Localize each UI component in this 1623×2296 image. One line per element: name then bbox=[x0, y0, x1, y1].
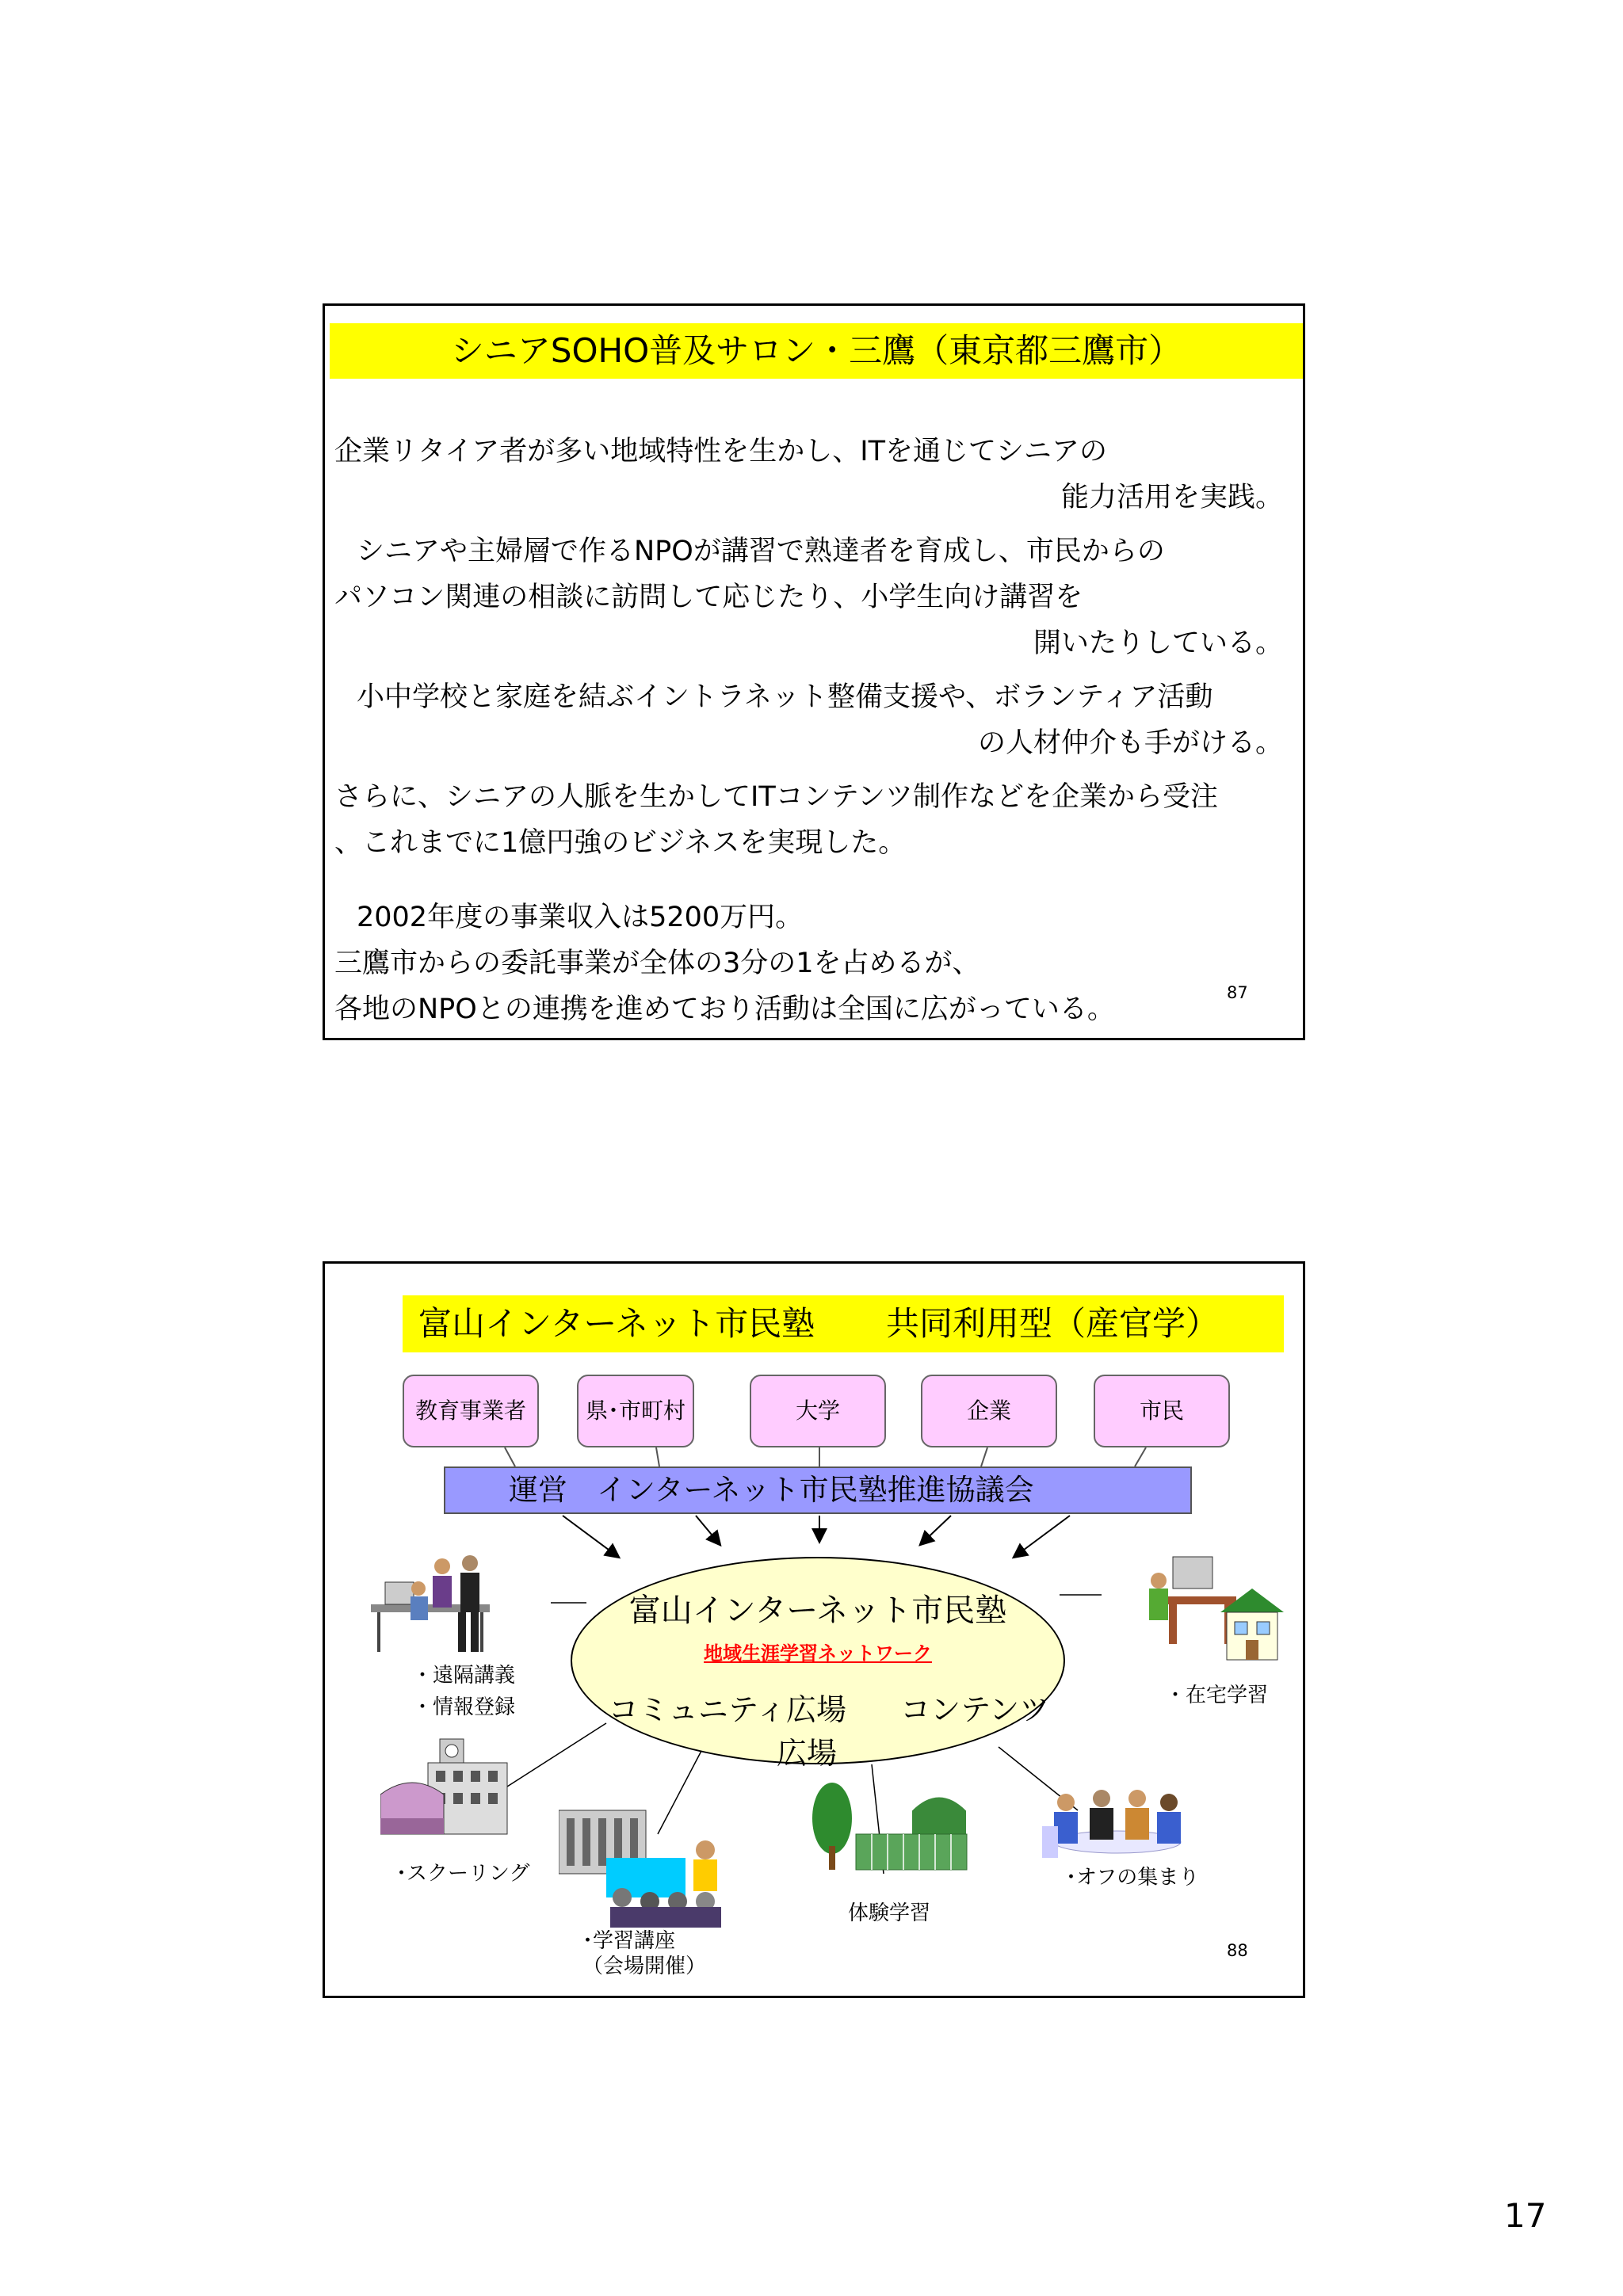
center-title: 富山インターネット市民塾 bbox=[628, 1592, 1007, 1629]
body-line: 能力活用を実践。 bbox=[1060, 482, 1283, 513]
org-box-university: 大学 bbox=[750, 1375, 886, 1447]
body-line: 、これまでに1億円強のビジネスを実現した。 bbox=[334, 827, 907, 859]
community-plaza: コミュニティ広場 bbox=[608, 1692, 846, 1727]
slide-88 bbox=[323, 1261, 1305, 1998]
slide-87 bbox=[323, 303, 1305, 1040]
home-study-icon bbox=[1141, 1549, 1292, 1676]
schooling-label: ･スクーリング bbox=[396, 1862, 530, 1886]
org-box-government: 県･市町村 bbox=[577, 1375, 694, 1447]
body-line: さらに、シニアの人脈を生かしてITコンテンツ制作などを企業から受注 bbox=[334, 781, 1218, 813]
body-line: シニアや主婦層で作るNPOが講習で熟達者を育成し、市民からの bbox=[357, 536, 1165, 567]
course-venue-label: （会場開催） bbox=[582, 1955, 707, 1978]
experience-label: 体験学習 bbox=[848, 1901, 931, 1925]
slide-number: 87 bbox=[1227, 983, 1248, 1002]
body-line: の人材仲介も手がける。 bbox=[977, 727, 1283, 759]
body-line: 小中学校と家庭を結ぶイントラネット整備支援や、ボランティア活動 bbox=[357, 681, 1213, 713]
lecture-venue-icon bbox=[559, 1802, 733, 1929]
content-plaza: コンテンツ広場 bbox=[776, 1692, 1050, 1771]
offline-gathering-label: ･オフの集まり bbox=[1066, 1866, 1200, 1890]
body-line: 企業リタイア者が多い地域特性を生かし、ITを通じてシニアの bbox=[334, 436, 1107, 467]
center-plazas bbox=[572, 1685, 1064, 1772]
title-left: 富山インターネット市民塾 bbox=[418, 1304, 815, 1343]
home-study-label: ・在宅学習 bbox=[1165, 1684, 1269, 1707]
org-box-citizen: 市民 bbox=[1094, 1375, 1230, 1447]
center-subtitle: 地域生涯学習ネットワーク bbox=[704, 1642, 932, 1665]
body-line: 2002年度の事業収入は5200万円。 bbox=[357, 902, 804, 933]
nature-greenhouse-icon bbox=[808, 1779, 979, 1874]
body-line: 三鷹市からの委託事業が全体の3分の1を占めるが、 bbox=[334, 948, 980, 979]
slide-number: 88 bbox=[1227, 1941, 1248, 1960]
slide-body bbox=[334, 429, 1289, 1032]
slide-title: シニアSOHO普及サロン・三鷹（東京都三鷹市） bbox=[330, 323, 1303, 379]
page-number: 17 bbox=[1504, 2196, 1547, 2235]
org-box-education: 教育事業者 bbox=[403, 1375, 539, 1447]
office-workers-icon bbox=[363, 1549, 506, 1660]
body-line: 開いたりしている。 bbox=[1033, 627, 1283, 659]
info-register-label: ・情報登録 bbox=[412, 1695, 516, 1719]
central-ellipse bbox=[571, 1557, 1065, 1771]
title-right: 共同利用型（産官学） bbox=[886, 1304, 1220, 1343]
body-line: パソコン関連の相談に訪問して応じたり、小学生向け講習を bbox=[334, 582, 1083, 613]
course-label: ･学習講座 bbox=[582, 1929, 676, 1953]
org-box-company: 企業 bbox=[921, 1375, 1057, 1447]
gathering-icon bbox=[1042, 1779, 1189, 1866]
slide-title-bar bbox=[403, 1295, 1284, 1352]
body-line: 各地のNPOとの連携を進めており活動は全国に広がっている。 bbox=[334, 994, 1115, 1025]
operating-council-band: 運営 インターネット市民塾推進協議会 bbox=[444, 1466, 1192, 1514]
remote-lecture-label: ・遠隔講義 bbox=[412, 1664, 516, 1688]
school-building-icon bbox=[380, 1731, 519, 1842]
